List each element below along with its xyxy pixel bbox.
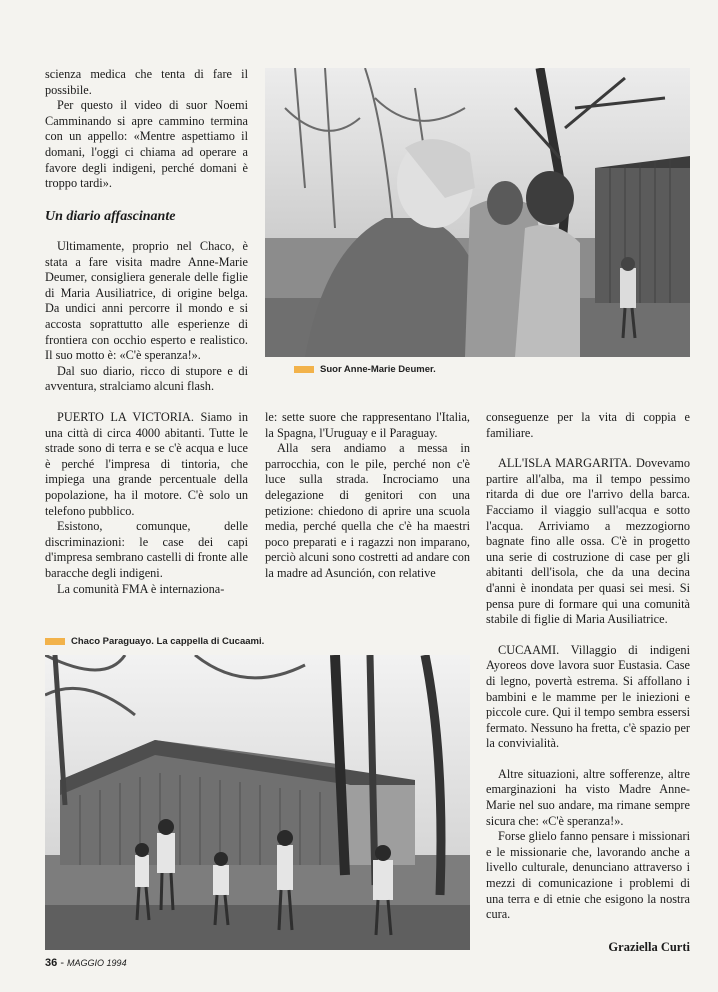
paragraph: Alla sera andiamo a messa in parrocchia, con le pile, perché non c'è luce sulla strada. Incrociamo una delegazione di genitori con una petizione: chiedono di aprire una scuola media, perché quella che c'è ha maestri poco preparati e i ragazzi non imparano, perciò alcuni sono costretti ad andare con la madre ad Asunción, con relative: [265, 441, 470, 580]
paragraph: le: sette suore che rappresentano l'Italia, la Spagna, l'Uruguay e il Paraguay.: [265, 410, 470, 440]
paragraph: Esistono, comunque, delle discriminazioni: le case dei capi d'impresa sembrano castelli di fronte alle baracche degli indigeni.: [45, 519, 248, 580]
author-signature: Graziella Curti: [608, 940, 690, 954]
column3-text: [486, 410, 690, 923]
photo-nun-with-child: [265, 68, 690, 357]
page-footer: [45, 957, 127, 969]
paragraph: ALL'ISLA MARGARITA. Dovevamo partire all'alba, ma il tempo pessimo ritarda di due ore l'arrivo della barca. Facciamo il viaggio sull'acqua e sotto l'acqua. Arriviamo a mezzogiorno bagnate fino alle ossa. C'è in progetto una serie di costruzione di case per gli abitanti dell'isola, che da una decina d'anni è inondata per quasi sei mesi. Si pensa pure di formare qui una comunità stabile di figlie di Maria Ausiliatrice.: [486, 456, 690, 627]
column1-mid-text: [45, 239, 248, 395]
paragraph: Ultimamente, proprio nel Chaco, è stata a fare visita madre Anne-Marie Deumer, consigliera generale delle figlie di Maria Ausiliatrice, di origine belga. Da undici anni percorre il mondo e si accosta soprattutto alle esperienze di frontiera con occhio esperto e realistico. Il suo motto è: «C'è speranza!».: [45, 239, 248, 363]
column1-top-text: [45, 67, 248, 192]
paragraph: Altre situazioni, altre sofferenze, altre emarginazioni ha visto Madre Anne-Marie nel suo andare, ma rimane sempre sicura che: «C'è speranza!».: [486, 766, 690, 828]
paragraph: PUERTO LA VICTORIA. Siamo in una città di circa 4000 abitanti. Tutte le strade sono di terra e se c'è acqua e luce è perché l'impresa di tintoria, che impiega una grande percentuale della popolazione, ha il motore. C'è solo un telefono pubblico.: [45, 410, 248, 518]
caption-marker: [294, 366, 314, 373]
paragraph: CUCAAMI. Villaggio di indigeni Ayoreos dove lavora suor Eustasia. Case di legno, povertà estrema. Si affollano i bambini e le mamme per le iniezioni e piccole cure. Qui il tempo sembra essersi fermato. Nessuno ha fretta, c'è spazio per la convivialità.: [486, 642, 690, 751]
photo-caption-bottom: Chaco Paraguayo. La cappella di Cucaami.: [45, 636, 264, 647]
magazine-issue: MAGGIO 1994: [67, 958, 127, 968]
page-number: 36: [45, 957, 58, 969]
section-subheading: Un diario affascinante: [45, 209, 176, 224]
paragraph: conseguenze per la vita di coppia e familiare.: [486, 410, 690, 440]
paragraph: Dal suo diario, ricco di stupore e di avventura, stralciamo alcuni flash.: [45, 363, 248, 394]
caption-marker: [45, 638, 65, 645]
paragraph: scienza medica che tenta di fare il possibile.: [45, 67, 248, 97]
paragraph: Per questo il video di suor Noemi Camminando si apre cammino termina con un appello: «Mentre aspettiamo il domani, l'oggi ci chiama ad operare a favore degli indigeni, perché domani è troppo tardi».: [45, 98, 248, 191]
column1-lower-text: [45, 410, 248, 597]
photo-chapel-cucaami: [45, 655, 470, 950]
paragraph: Forse glielo fanno pensare i missionari e le missionarie che, lavorando anche a livello culturale, denunciano attraverso i mezzi di comunicazione i problemi di una terra e di etnie che esigono la nostra cura.: [486, 829, 690, 922]
column2-lower-text: [265, 410, 470, 582]
footer-separator: -: [60, 957, 64, 969]
photo-caption-top: Suor Anne-Marie Deumer.: [294, 364, 436, 375]
paragraph: La comunità FMA è internaziona-: [57, 581, 225, 596]
